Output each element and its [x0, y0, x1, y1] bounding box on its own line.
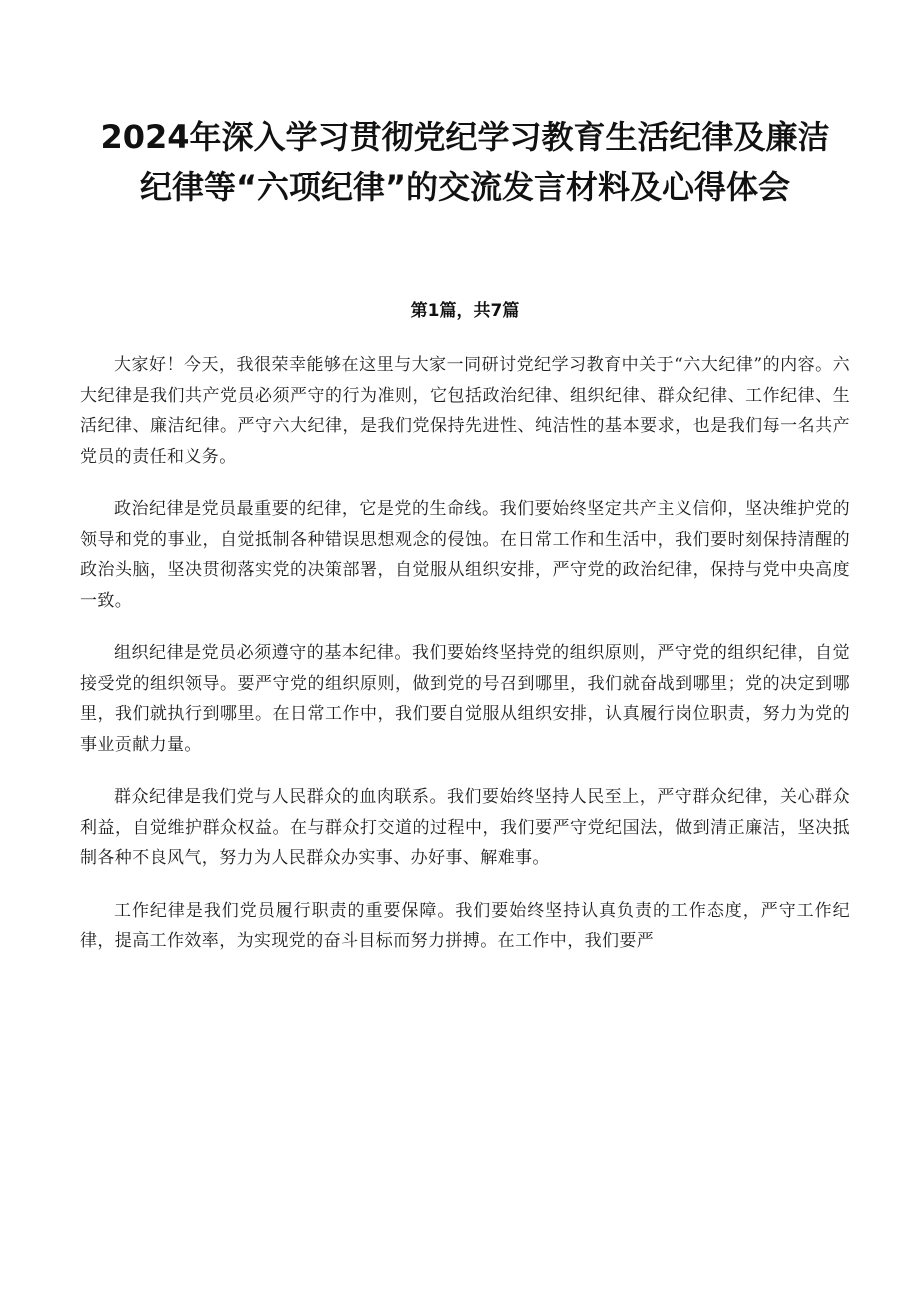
- paragraph-work-discipline: 工作纪律是我们党员履行职责的重要保障。我们要始终坚持认真负责的工作态度，严守工作纪律，提高工作效率，为实现党的奋斗目标而努力拼搏。在工作中，我们要严: [80, 900, 850, 951]
- paragraph-organizational-discipline: 组织纪律是党员必须遵守的基本纪律。我们要始终坚持党的组织原则，严守党的组织纪律，自觉接受党的组织领导。要严守党的组织原则，做到党的号召到哪里，我们就奋战到哪里；党的决定到哪里，我们就执行到哪里。在日常工作中，我们要自觉服从组织安排，认真履行岗位职责，努力为党的事业贡献力量。: [80, 643, 850, 755]
- document-title: [80, 112, 850, 212]
- paragraph-mass-discipline: 群众纪律是我们党与人民群众的血肉联系。我们要始终坚持人民至上，严守群众纪律，关心群众利益，自觉维护群众权益。在与群众打交道的过程中，我们要严守党纪国法，做到清正廉洁，坚决抵制各种不良风气，努力为人民群众办实事、办好事、解难事。: [80, 787, 850, 868]
- article-counter: 第1篇，共7篇: [410, 301, 520, 321]
- title-line-2: 纪律等“六项纪律”的交流发言材料及心得体会: [139, 168, 791, 206]
- title-line-1: 2024年深入学习贯彻党纪学习教育生活纪律及廉洁: [100, 118, 830, 156]
- paragraph-intro: 大家好！今天，我很荣幸能够在这里与大家一同研讨党纪学习教育中关于“六大纪律”的内容。六大纪律是我们共产党员必须严守的行为准则，它包括政治纪律、组织纪律、群众纪律、工作纪律、生活纪律、廉洁纪律。严守六大纪律，是我们党保持先进性、纯洁性的基本要求，也是我们每一名共产党员的责任和义务。: [80, 355, 850, 467]
- paragraph-political-discipline: 政治纪律是党员最重要的纪律，它是党的生命线。我们要始终坚定共产主义信仰，坚决维护党的领导和党的事业，自觉抵制各种错误思想观念的侵蚀。在日常工作和生活中，我们要时刻保持清醒的政治头脑，坚决贯彻落实党的决策部署，自觉服从组织安排，严守党的政治纪律，保持与党中央高度一致。: [80, 499, 850, 611]
